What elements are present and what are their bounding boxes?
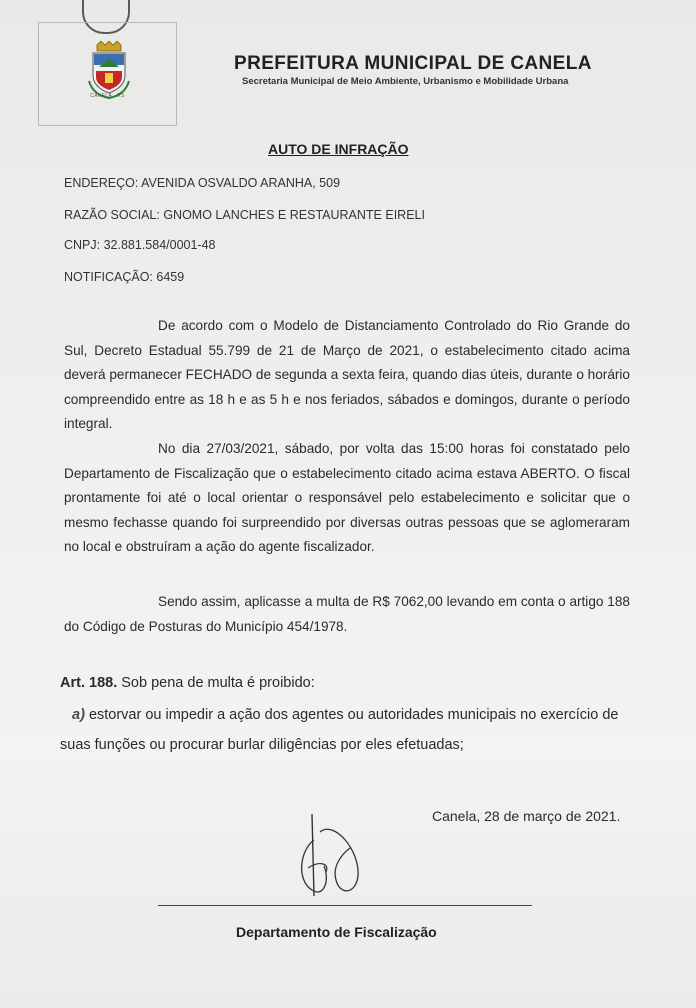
article-number: Art. 188. bbox=[60, 675, 118, 691]
paragraph-decree-text: De acordo com o Modelo de Distanciamento Controlado do Rio Grande do Sul, Decreto Estadual 55.799 de 21 de Março de 2021, o estabelecimento citado acima deverá permanecer FECHADO de segunda a sexta feira, quando dias úteis, durante o horário compreendido entre as 18 h e as 5 h e nos feriados, sábados e domingos, durante o período integral. bbox=[64, 318, 630, 431]
paragraph-fine bbox=[64, 590, 630, 639]
article-item-text: estorvar ou impedir a ação dos agentes ou autoridades municipais no exercício de suas funções ou procurar burlar diligências por eles efetuadas; bbox=[60, 707, 619, 753]
field-endereco: ENDEREÇO: AVENIDA OSVALDO ARANHA, 509 bbox=[64, 176, 341, 190]
signature-line bbox=[158, 905, 532, 906]
signatory-department: Departamento de Fiscalização bbox=[236, 924, 437, 940]
paragraph-fine-text: Sendo assim, aplicasse a multa de R$ 7062,00 levando em conta o artigo 188 do Código de Posturas do Município 454/1978. bbox=[64, 594, 630, 634]
municipal-crest-icon bbox=[87, 41, 131, 101]
article-heading bbox=[60, 668, 640, 698]
article-item-letter: a) bbox=[72, 707, 85, 723]
document-title: AUTO DE INFRAÇÃO bbox=[268, 141, 409, 157]
field-cnpj: CNPJ: 32.881.584/0001-48 bbox=[64, 238, 216, 252]
paragraph-inspection bbox=[64, 437, 630, 560]
secretariat-subtitle: Secretaria Municipal de Meio Ambiente, Urbanismo e Mobilidade Urbana bbox=[242, 76, 569, 87]
handwritten-signature bbox=[290, 810, 370, 906]
field-razao-social: RAZÃO SOCIAL: GNOMO LANCHES E RESTAURANTE EIRELI bbox=[64, 208, 425, 222]
institution-title: PREFEITURA MUNICIPAL DE CANELA bbox=[234, 53, 592, 74]
paragraph-inspection-text: No dia 27/03/2021, sábado, por volta das 15:00 horas foi constatado pelo Departamento de Fiscalização que o estabelecimento citado acima estava ABERTO. O fiscal prontamente foi até o local orientar o responsável pelo estabelecimento e solicitar que o mesmo fechasse quando foi surpreendido por diversas outras pessoas que se aglomeraram no local e obstruíram a ação do agente fiscalizador. bbox=[64, 441, 630, 554]
place-and-date: Canela, 28 de março de 2021. bbox=[432, 808, 621, 824]
paragraph-decree bbox=[64, 314, 630, 437]
article-item bbox=[60, 700, 640, 760]
field-notificacao: NOTIFICAÇÃO: 6459 bbox=[64, 270, 185, 284]
article-lead: Sob pena de multa é proibido: bbox=[121, 675, 315, 691]
crest-caption: CANELA - RS bbox=[90, 93, 125, 99]
logo-box bbox=[38, 22, 177, 126]
